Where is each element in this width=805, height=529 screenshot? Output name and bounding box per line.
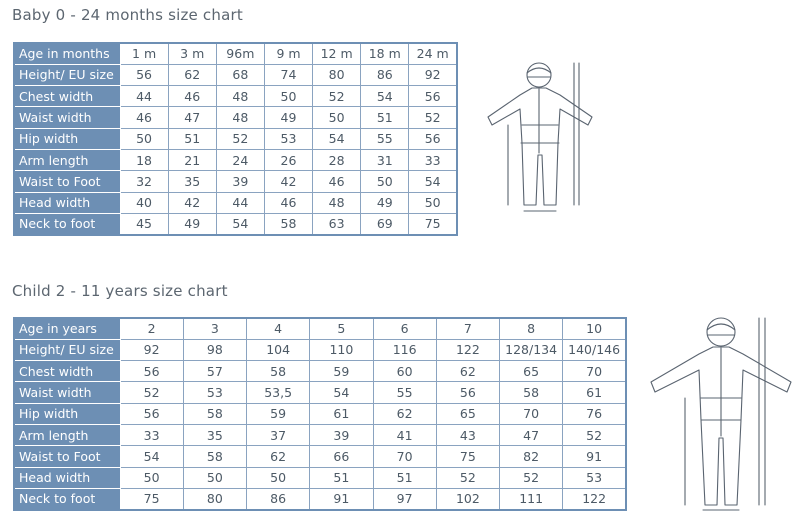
table-cell: 49 [361, 192, 409, 213]
table-cell: 75 [120, 488, 183, 509]
table-cell: 86 [247, 488, 310, 509]
table-cell: 35 [168, 171, 216, 192]
table-row [14, 446, 626, 467]
row-label: Height/ EU size [14, 64, 120, 85]
table-cell: 58 [183, 403, 246, 424]
table-cell: 104 [247, 339, 310, 360]
column-header: 96m [216, 43, 264, 64]
column-header: 10 [563, 318, 626, 339]
table-cell: 122 [563, 488, 626, 509]
table-cell: 37 [247, 424, 310, 445]
table-cell: 53 [264, 128, 312, 149]
table-cell: 55 [361, 128, 409, 149]
header-label: Age in years [14, 318, 120, 339]
table-row [14, 467, 626, 488]
table-cell: 65 [436, 403, 499, 424]
table-cell: 54 [120, 446, 183, 467]
table-row [14, 382, 626, 403]
table-cell: 116 [373, 339, 436, 360]
table-cell: 46 [264, 192, 312, 213]
baby-chart-title: Baby 0 - 24 months size chart [12, 6, 243, 24]
row-label: Hip width [14, 128, 120, 149]
baby-size-table [13, 42, 458, 236]
column-header: 12 m [313, 43, 361, 64]
table-cell: 47 [168, 107, 216, 128]
table-cell: 52 [313, 86, 361, 107]
table-cell: 44 [120, 86, 168, 107]
table-cell: 56 [409, 86, 457, 107]
table-cell: 21 [168, 149, 216, 170]
table-cell: 122 [436, 339, 499, 360]
table-cell: 76 [563, 403, 626, 424]
table-cell: 69 [361, 213, 409, 234]
row-label: Waist to Foot [14, 171, 120, 192]
table-cell: 56 [120, 361, 183, 382]
table-cell: 39 [216, 171, 264, 192]
table-cell: 59 [310, 361, 373, 382]
table-cell: 52 [436, 467, 499, 488]
row-label: Chest width [14, 361, 120, 382]
table-cell: 53 [183, 382, 246, 403]
table-cell: 53 [563, 467, 626, 488]
table-cell: 60 [373, 361, 436, 382]
column-header: 24 m [409, 43, 457, 64]
table-cell: 98 [183, 339, 246, 360]
table-cell: 66 [310, 446, 373, 467]
table-cell: 50 [120, 128, 168, 149]
child-overall-figure-icon [645, 310, 795, 515]
table-row [14, 86, 457, 107]
row-label: Waist width [14, 382, 120, 403]
table-cell: 50 [247, 467, 310, 488]
column-header: 3 [183, 318, 246, 339]
table-cell: 49 [168, 213, 216, 234]
table-cell: 92 [409, 64, 457, 85]
table-cell: 97 [373, 488, 436, 509]
column-header: 18 m [361, 43, 409, 64]
table-row [14, 128, 457, 149]
column-header: 8 [500, 318, 563, 339]
column-header: 5 [310, 318, 373, 339]
table-row [14, 403, 626, 424]
table-cell: 48 [313, 192, 361, 213]
table-cell: 128/134 [500, 339, 563, 360]
table-cell: 51 [373, 467, 436, 488]
row-label: Arm length [14, 149, 120, 170]
table-cell: 57 [183, 361, 246, 382]
table-cell: 31 [361, 149, 409, 170]
table-cell: 50 [313, 107, 361, 128]
table-cell: 32 [120, 171, 168, 192]
table-cell: 39 [310, 424, 373, 445]
table-cell: 56 [436, 382, 499, 403]
row-label: Hip width [14, 403, 120, 424]
table-cell: 52 [409, 107, 457, 128]
table-cell: 70 [373, 446, 436, 467]
table-cell: 54 [361, 86, 409, 107]
table-cell: 43 [436, 424, 499, 445]
table-row [14, 339, 626, 360]
table-row [14, 192, 457, 213]
row-label: Neck to foot [14, 213, 120, 234]
table-cell: 54 [310, 382, 373, 403]
table-cell: 92 [120, 339, 183, 360]
table-cell: 56 [120, 64, 168, 85]
table-cell: 54 [409, 171, 457, 192]
table-cell: 91 [310, 488, 373, 509]
table-cell: 68 [216, 64, 264, 85]
table-cell: 50 [120, 467, 183, 488]
table-cell: 62 [247, 446, 310, 467]
table-cell: 74 [264, 64, 312, 85]
table-cell: 33 [409, 149, 457, 170]
row-label: Neck to foot [14, 488, 120, 509]
table-cell: 58 [264, 213, 312, 234]
row-label: Height/ EU size [14, 339, 120, 360]
table-row [14, 213, 457, 234]
table-cell: 61 [563, 382, 626, 403]
row-label: Arm length [14, 424, 120, 445]
table-cell: 59 [247, 403, 310, 424]
table-cell: 70 [500, 403, 563, 424]
column-header: 2 [120, 318, 183, 339]
table-cell: 58 [500, 382, 563, 403]
table-cell: 50 [183, 467, 246, 488]
column-header: 7 [436, 318, 499, 339]
table-cell: 111 [500, 488, 563, 509]
row-label: Waist to Foot [14, 446, 120, 467]
table-cell: 58 [247, 361, 310, 382]
table-cell: 63 [313, 213, 361, 234]
table-cell: 47 [500, 424, 563, 445]
table-cell: 140/146 [563, 339, 626, 360]
row-label: Waist width [14, 107, 120, 128]
table-cell: 26 [264, 149, 312, 170]
table-cell: 52 [500, 467, 563, 488]
table-cell: 18 [120, 149, 168, 170]
table-cell: 42 [168, 192, 216, 213]
table-cell: 50 [361, 171, 409, 192]
table-cell: 91 [563, 446, 626, 467]
table-cell: 51 [168, 128, 216, 149]
table-cell: 75 [436, 446, 499, 467]
table-header-row [14, 43, 457, 64]
table-row [14, 64, 457, 85]
table-cell: 50 [409, 192, 457, 213]
table-cell: 110 [310, 339, 373, 360]
table-row [14, 149, 457, 170]
table-cell: 33 [120, 424, 183, 445]
table-cell: 55 [373, 382, 436, 403]
table-cell: 50 [264, 86, 312, 107]
baby-overall-figure-icon [480, 55, 600, 220]
table-cell: 46 [313, 171, 361, 192]
table-cell: 86 [361, 64, 409, 85]
table-cell: 51 [310, 467, 373, 488]
table-cell: 48 [216, 107, 264, 128]
table-cell: 35 [183, 424, 246, 445]
table-cell: 62 [436, 361, 499, 382]
table-header-row [14, 318, 626, 339]
header-label: Age in months [14, 43, 120, 64]
table-cell: 75 [409, 213, 457, 234]
column-header: 3 m [168, 43, 216, 64]
table-cell: 28 [313, 149, 361, 170]
table-cell: 80 [313, 64, 361, 85]
column-header: 4 [247, 318, 310, 339]
table-cell: 40 [120, 192, 168, 213]
column-header: 9 m [264, 43, 312, 64]
table-cell: 54 [313, 128, 361, 149]
table-row [14, 488, 626, 509]
table-row [14, 424, 626, 445]
table-cell: 62 [373, 403, 436, 424]
table-cell: 58 [183, 446, 246, 467]
table-cell: 46 [120, 107, 168, 128]
table-cell: 54 [216, 213, 264, 234]
table-cell: 52 [216, 128, 264, 149]
table-cell: 46 [168, 86, 216, 107]
column-header: 6 [373, 318, 436, 339]
table-cell: 52 [120, 382, 183, 403]
table-cell: 42 [264, 171, 312, 192]
table-cell: 24 [216, 149, 264, 170]
table-row [14, 107, 457, 128]
table-cell: 41 [373, 424, 436, 445]
table-cell: 65 [500, 361, 563, 382]
table-cell: 53,5 [247, 382, 310, 403]
table-row [14, 171, 457, 192]
table-row [14, 361, 626, 382]
row-label: Head width [14, 192, 120, 213]
column-header: 1 m [120, 43, 168, 64]
table-cell: 62 [168, 64, 216, 85]
table-cell: 61 [310, 403, 373, 424]
table-cell: 70 [563, 361, 626, 382]
row-label: Chest width [14, 86, 120, 107]
child-chart-title: Child 2 - 11 years size chart [12, 282, 228, 300]
table-cell: 51 [361, 107, 409, 128]
table-cell: 52 [563, 424, 626, 445]
table-cell: 56 [409, 128, 457, 149]
table-cell: 80 [183, 488, 246, 509]
table-cell: 56 [120, 403, 183, 424]
row-label: Head width [14, 467, 120, 488]
table-cell: 45 [120, 213, 168, 234]
table-cell: 102 [436, 488, 499, 509]
table-cell: 44 [216, 192, 264, 213]
table-cell: 82 [500, 446, 563, 467]
table-cell: 48 [216, 86, 264, 107]
child-size-table [13, 317, 627, 511]
table-cell: 49 [264, 107, 312, 128]
